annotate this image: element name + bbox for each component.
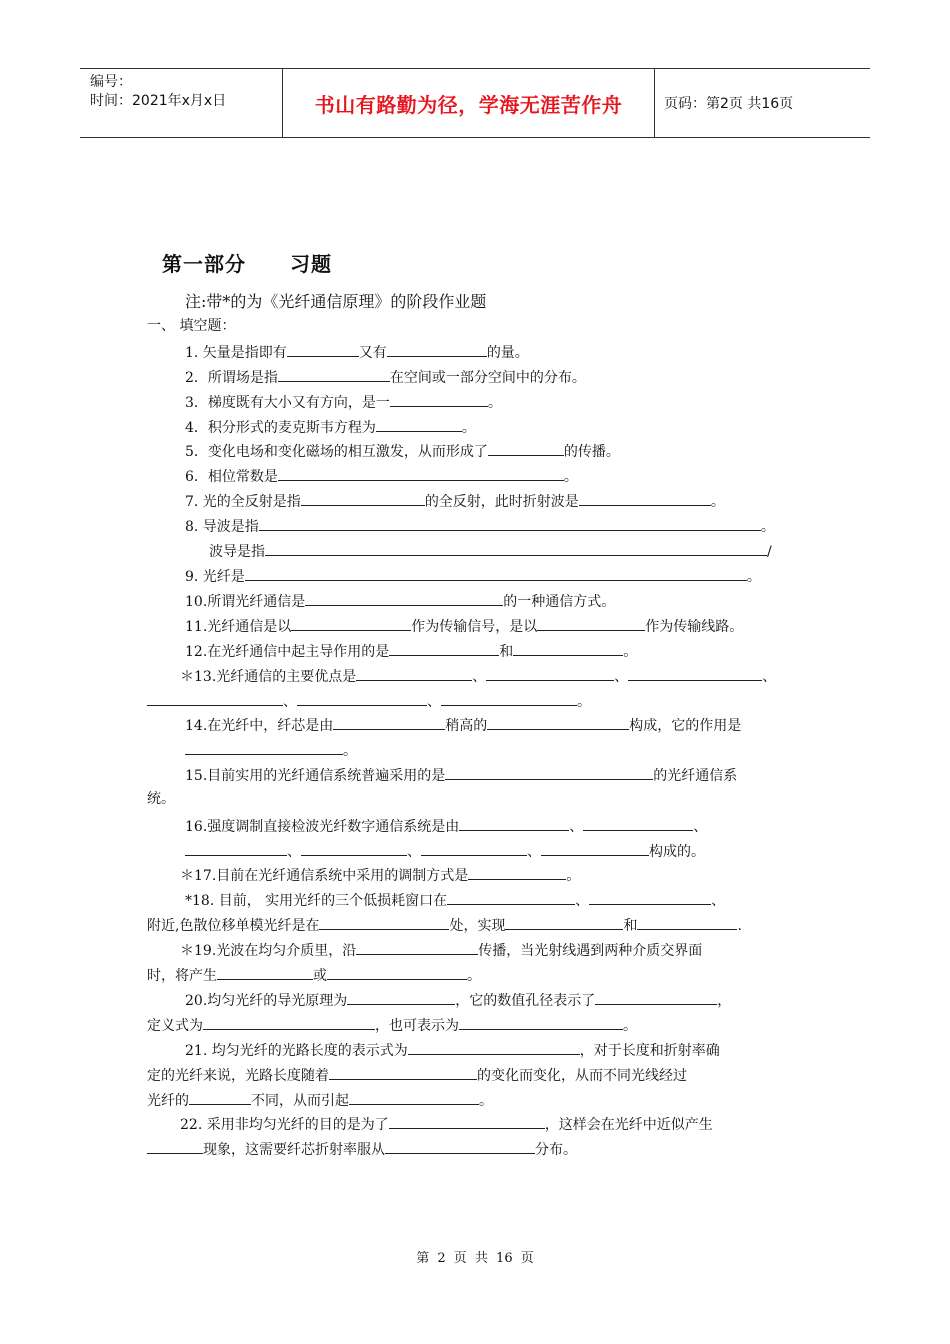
question-text: 作为传输信号，是以 xyxy=(411,619,538,635)
question-text: . xyxy=(737,918,742,934)
question-text: 传播，当光射线遇到两种介质交界面 xyxy=(478,943,703,959)
question-text: 、 xyxy=(762,669,777,685)
question-text: 。 xyxy=(467,968,481,984)
question-2 xyxy=(185,366,586,388)
question-text: 。 xyxy=(710,494,725,510)
question-text: 和 xyxy=(499,644,514,660)
question-text: 。 xyxy=(623,644,638,660)
question-text: 、 xyxy=(407,844,421,860)
question-11 xyxy=(185,615,743,637)
question-text: 2．所谓场是指 xyxy=(185,370,278,386)
blank-line[interactable] xyxy=(356,939,478,955)
blank-line[interactable] xyxy=(595,989,717,1005)
question-text: 14.在光纤中，纤芯是由 xyxy=(185,718,334,734)
question-21c xyxy=(147,1089,493,1111)
question-14a xyxy=(185,714,741,736)
question-text: 、 xyxy=(427,694,441,710)
blank-line[interactable] xyxy=(349,1089,479,1105)
question-8b xyxy=(209,540,772,562)
blank-line[interactable] xyxy=(147,1138,203,1154)
question-text: 7. 光的全反射是指 xyxy=(185,494,301,510)
question-text: ，这样会在光纤中近似产生 xyxy=(544,1117,713,1133)
question-9 xyxy=(185,565,761,587)
question-text: 10.所谓光纤通信是 xyxy=(185,594,306,610)
question-text: 、 xyxy=(693,819,708,835)
part-label: 第一部分 xyxy=(162,252,246,276)
question-text: 构成的。 xyxy=(649,844,705,860)
blank-line[interactable] xyxy=(389,640,499,656)
blank-line[interactable] xyxy=(301,490,425,506)
question-text: 、 xyxy=(527,844,541,860)
question-text: 构成，它的作用是 xyxy=(629,718,742,734)
question-4 xyxy=(185,416,476,438)
blank-line[interactable] xyxy=(185,840,287,856)
question-text: 1. 矢量是指即有 xyxy=(185,345,287,361)
question-text: 。 xyxy=(760,519,775,535)
question-text: *18. 目前， 实用光纤的三个低损耗窗口在 xyxy=(185,893,448,909)
question-text: 22. 采用非均匀光纤的目的是为了 xyxy=(180,1117,389,1133)
question-text: 。 xyxy=(746,569,761,585)
question-20a xyxy=(185,989,731,1011)
question-text: / xyxy=(767,544,772,560)
question-text: ， xyxy=(717,993,732,1009)
number-label: 编号： xyxy=(90,74,132,90)
blank-line[interactable] xyxy=(301,840,407,856)
question-text: ，对于长度和折射率确 xyxy=(579,1043,720,1059)
blank-line[interactable] xyxy=(327,964,467,980)
question-15b: 统。 xyxy=(147,791,175,807)
question-text: 和 xyxy=(623,918,638,934)
question-text: 定的光纤来说，光路长度随着 xyxy=(147,1068,329,1084)
question-text: ＊17.目前在光纤通信系统中采用的调制方式是 xyxy=(180,868,469,884)
part-title xyxy=(162,248,332,277)
question-text: 不同，从而引起 xyxy=(251,1093,349,1109)
question-22b xyxy=(147,1138,577,1160)
blank-line[interactable] xyxy=(347,989,455,1005)
blank-line[interactable] xyxy=(147,690,283,706)
blank-line[interactable] xyxy=(259,515,761,531)
blank-line[interactable] xyxy=(291,615,411,631)
question-text: 。 xyxy=(461,420,476,436)
question-16a xyxy=(185,815,707,837)
question-text: ＊13.光纤通信的主要优点是 xyxy=(180,669,357,685)
blank-line[interactable] xyxy=(488,440,564,456)
question-3 xyxy=(185,391,502,413)
header-motto: 书山有路勤为径，学海无涯苦作舟 xyxy=(314,93,623,117)
question-text: 。 xyxy=(487,395,502,411)
blank-line[interactable] xyxy=(505,914,623,930)
question-text: 的全反射，此时折射波是 xyxy=(424,494,579,510)
blank-line[interactable] xyxy=(487,714,629,730)
question-text: 5．变化电场和变化磁场的相互激发，从而形成了 xyxy=(185,444,488,460)
question-text: 的传播。 xyxy=(563,444,620,460)
blank-line[interactable] xyxy=(513,640,623,656)
question-text: 作为传输线路。 xyxy=(645,619,744,635)
blank-line[interactable] xyxy=(297,690,427,706)
page-footer: 第 2 页 共 16 页 xyxy=(416,1251,534,1266)
question-text: 在空间或一部分空间中的分布。 xyxy=(389,370,586,386)
question-text: 16.强度调制直接检波光纤数字通信系统是由 xyxy=(185,819,460,835)
blank-line[interactable] xyxy=(217,964,313,980)
question-5 xyxy=(185,440,620,462)
blank-line[interactable] xyxy=(278,366,390,382)
question-text: 3．梯度既有大小又有方向，是一 xyxy=(185,395,390,411)
question-text: 、 xyxy=(569,819,584,835)
blank-line[interactable] xyxy=(421,840,527,856)
question-text: 波导是指 xyxy=(209,544,265,560)
blank-line[interactable] xyxy=(541,840,649,856)
question-text: 的一种通信方式。 xyxy=(503,594,616,610)
question-14b xyxy=(185,739,357,761)
blank-line[interactable] xyxy=(265,540,767,556)
question-10 xyxy=(185,590,615,612)
blank-line[interactable] xyxy=(628,665,762,681)
blank-line[interactable] xyxy=(389,1113,545,1129)
question-text: 时，将产生 xyxy=(147,968,217,984)
blank-line[interactable] xyxy=(203,1014,375,1030)
blank-line[interactable] xyxy=(486,665,614,681)
question-19b xyxy=(147,964,481,986)
question-15a xyxy=(185,764,737,786)
question-text: 8. 导波是指 xyxy=(185,519,259,535)
page-header xyxy=(80,68,870,138)
question-20b xyxy=(147,1014,637,1036)
question-18b xyxy=(147,914,742,936)
blank-line[interactable] xyxy=(408,1039,580,1055)
question-text: 现象，这需要纤芯折射率服从 xyxy=(203,1142,385,1158)
question-text: 附近,色散位移单模光纤是在 xyxy=(147,918,320,934)
question-21a xyxy=(185,1039,720,1061)
question-22a xyxy=(180,1113,713,1135)
question-text: 、 xyxy=(283,694,297,710)
header-meta xyxy=(90,73,226,111)
question-7 xyxy=(185,490,725,512)
blank-line[interactable] xyxy=(637,914,737,930)
question-text: 、 xyxy=(614,669,629,685)
blank-line[interactable] xyxy=(376,416,462,432)
question-text: 、 xyxy=(287,844,301,860)
question-16b xyxy=(185,840,705,862)
question-text: 。 xyxy=(577,694,591,710)
question-text: 。 xyxy=(566,868,581,884)
question-text: ，它的数值孔径表示了 xyxy=(455,993,596,1009)
question-text: ，也可表示为 xyxy=(375,1018,459,1034)
blank-line[interactable] xyxy=(329,1064,477,1080)
question-1 xyxy=(185,341,529,363)
blank-line[interactable] xyxy=(385,1138,535,1154)
blank-line[interactable] xyxy=(333,714,445,730)
question-text: 6．相位常数是 xyxy=(185,469,278,485)
blank-line[interactable] xyxy=(468,864,566,880)
blank-line[interactable] xyxy=(185,739,343,755)
question-text: 又有 xyxy=(358,345,387,361)
blank-line[interactable] xyxy=(390,391,488,407)
question-12 xyxy=(185,640,637,662)
question-text: 11.光纤通信是以 xyxy=(185,619,292,635)
blank-line[interactable] xyxy=(287,341,359,357)
question-text: 。 xyxy=(563,469,578,485)
blank-line[interactable] xyxy=(447,889,575,905)
blank-line[interactable] xyxy=(579,490,711,506)
question-text: 处，实现 xyxy=(449,918,506,934)
question-13a xyxy=(180,665,776,687)
question-text: 的量。 xyxy=(486,345,529,361)
blank-line[interactable] xyxy=(189,1089,251,1105)
question-18a xyxy=(185,889,725,911)
question-19a xyxy=(180,939,702,961)
time-label: 时间：2021年x月x日 xyxy=(90,93,227,109)
blank-line[interactable] xyxy=(278,465,564,481)
question-text: 4．积分形式的麦克斯韦方程为 xyxy=(185,420,376,436)
question-text: 15.目前实用的光纤通信系统普遍采用的是 xyxy=(185,768,446,784)
question-13b xyxy=(147,690,591,712)
header-page-info: 页码：第2页 共16页 xyxy=(664,96,794,112)
question-text: 的变化而变化，从而不同光线经过 xyxy=(477,1068,687,1084)
note-text: 注:带*的为《光纤通信原理》的阶段作业题 xyxy=(185,292,487,311)
question-text: 分布。 xyxy=(535,1142,577,1158)
section-heading: 一、 填空题： xyxy=(147,318,236,334)
question-text: 的光纤通信系 xyxy=(653,768,738,784)
question-text: 或 xyxy=(313,968,327,984)
blank-line[interactable] xyxy=(319,914,449,930)
question-text: 。 xyxy=(623,1018,637,1034)
question-text: 21. 均匀光纤的光路长度的表示式为 xyxy=(185,1043,408,1059)
question-text: 12.在光纤通信中起主导作用的是 xyxy=(185,644,390,660)
question-text: 、 xyxy=(575,893,590,909)
question-text: 、 xyxy=(472,669,487,685)
blank-line[interactable] xyxy=(387,341,487,357)
question-text: 、 xyxy=(711,893,726,909)
question-8a xyxy=(185,515,775,537)
question-text: ＊19.光波在均匀介质里，沿 xyxy=(180,943,357,959)
question-text: 9. 光纤是 xyxy=(185,569,245,585)
blank-line[interactable] xyxy=(537,615,645,631)
blank-line[interactable] xyxy=(459,815,569,831)
question-text: 。 xyxy=(479,1093,493,1109)
question-text: 稍高的 xyxy=(445,718,488,734)
part-name: 习题 xyxy=(290,252,332,276)
blank-line[interactable] xyxy=(441,690,577,706)
blank-line[interactable] xyxy=(356,665,472,681)
blank-line[interactable] xyxy=(589,889,711,905)
question-text: 。 xyxy=(343,743,357,759)
question-text: 光纤的 xyxy=(147,1093,189,1109)
question-17 xyxy=(180,864,580,886)
question-6 xyxy=(185,465,578,487)
question-text: 20.均匀光纤的导光原理为 xyxy=(185,993,348,1009)
header-divider xyxy=(654,69,655,137)
question-text: 定义式为 xyxy=(147,1018,203,1034)
blank-line[interactable] xyxy=(459,1014,623,1030)
blank-line[interactable] xyxy=(305,590,503,606)
blank-line[interactable] xyxy=(245,565,747,581)
blank-line[interactable] xyxy=(445,764,653,780)
question-21b xyxy=(147,1064,687,1086)
blank-line[interactable] xyxy=(583,815,693,831)
